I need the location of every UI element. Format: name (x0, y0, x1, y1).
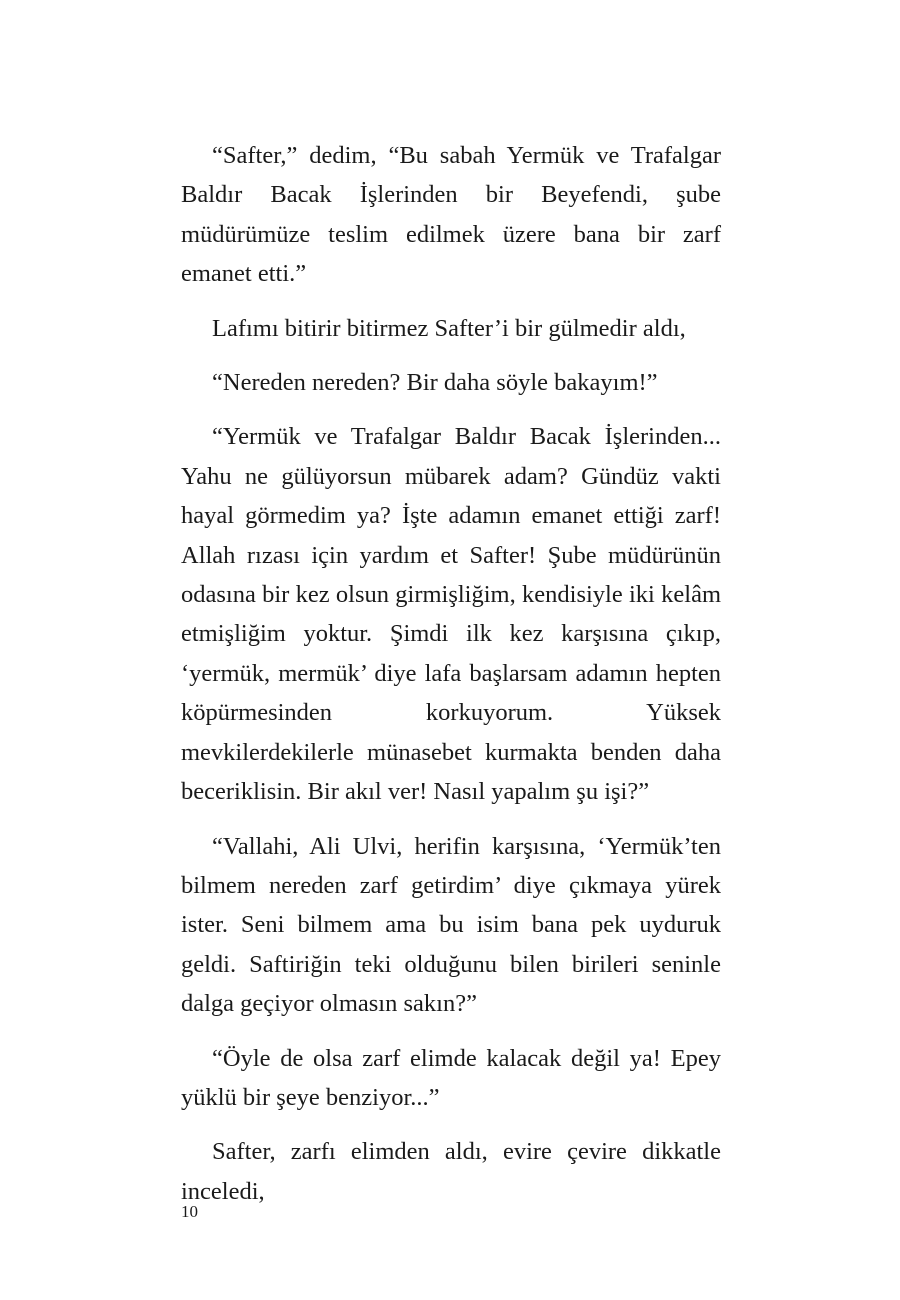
paragraph-1: “Safter,” dedim, “Bu sabah Yermük ve Trafalgar Baldır Bacak İşlerinden bir Beyefendi, şube müdürümüze teslim edilmek üzere bana bir zarf emanet etti.” (181, 142, 721, 288)
page-number: 10 (181, 1202, 198, 1221)
paragraph-7: Safter, zarfı elimden aldı, evire çevire dikkatle inceledi, (181, 1138, 721, 1205)
body-text (181, 136, 721, 1226)
paragraph-5: “Vallahi, Ali Ulvi, herifin karşısına, ‘Yermük’ten bilmem nereden zarf getirdim’ diye çıkmaya yürek ister. Seni bilmem ama bu isim bana pek uyduruk geldi. Saftiriğin teki olduğunu bilen birileri seninle dalga geçiyor olmasın sakın?” (181, 832, 721, 1018)
paragraph-2: Lafımı bitirir bitirmez Safter’i bir gülmedir aldı, (212, 314, 686, 342)
paragraph-3: “Nereden nereden? Bir daha söyle bakayım!” (212, 369, 658, 397)
paragraph-4: “Yermük ve Trafalgar Baldır Bacak İşlerinden... Yahu ne gülüyorsun mübarek adam? Gündüz vakti hayal görmedim ya? İşte adamın emanet ettiği zarf! Allah rızası için yardım et Safter! Şube müdürünün odasına bir kez olsun girmişliğim, kendisiyle iki kelâm etmişliğim yoktur. Şimdi ilk kez karşısına çıkıp, ‘yermük, mermük’ diye lafa başlarsam adamın hepten köpürmesinden korkuyorum. Yüksek mevkilerdekilerle münasebet kurmakta benden daha beceriklisin. Bir akıl ver! Nasıl yapalım şu işi?” (181, 423, 721, 806)
paragraph-6: “Öyle de olsa zarf elimde kalacak değil ya! Epey yüklü bir şeye benziyor...” (181, 1044, 721, 1111)
